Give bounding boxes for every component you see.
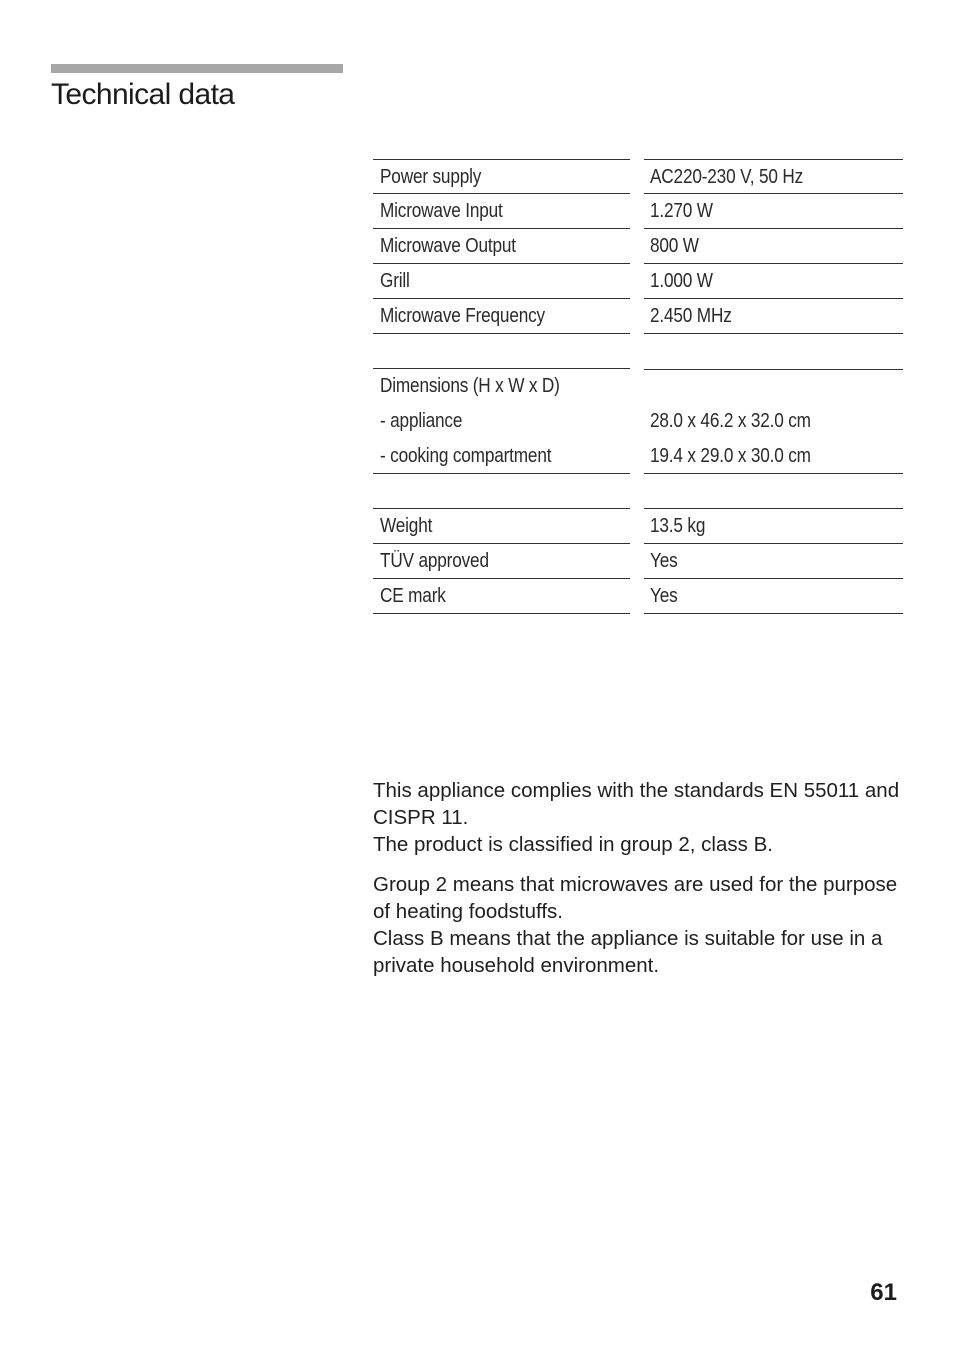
spec-label-cell	[373, 194, 630, 229]
spec-value-cell	[644, 544, 903, 579]
standards-notes	[373, 777, 903, 979]
spec-row-spacer	[373, 334, 903, 369]
spec-value-cell	[644, 369, 903, 404]
spec-label: Microwave Input	[380, 200, 503, 222]
spec-label-cell	[373, 229, 630, 264]
page-title: Technical data	[51, 78, 235, 111]
spec-value-cell	[644, 299, 903, 334]
spec-label-cell	[373, 439, 630, 474]
paragraph-gap	[373, 858, 903, 871]
spec-value: 1.270 W	[650, 200, 713, 222]
spec-label: - cooking compartment	[380, 445, 552, 467]
spec-row-dimensions	[373, 369, 903, 404]
spec-value-cell	[644, 474, 903, 509]
spec-row-appliance	[373, 404, 903, 439]
spec-value: 1.000 W	[650, 270, 713, 292]
spec-value-cell	[644, 264, 903, 299]
spec-row-microwave-frequency	[373, 299, 903, 334]
spec-value-cell	[644, 159, 903, 194]
spec-row-grill	[373, 264, 903, 299]
spec-value-cell	[644, 439, 903, 474]
spec-value: AC220-230 V, 50 Hz	[650, 166, 804, 188]
spec-label-cell	[373, 299, 630, 334]
spec-label: Microwave Output	[380, 235, 516, 257]
spec-table	[373, 159, 903, 614]
spec-row-spacer	[373, 474, 903, 509]
spec-label-cell	[373, 579, 630, 614]
spec-value-cell	[644, 334, 903, 369]
spec-value-cell	[644, 579, 903, 614]
spec-value: 13.5 kg	[650, 515, 706, 537]
classification-paragraph: The product is classified in group 2, class B.	[373, 833, 773, 856]
spec-row-weight	[373, 509, 903, 544]
spec-value: 19.4 x 29.0 x 30.0 cm	[650, 445, 811, 467]
spec-row-cooking-compartment	[373, 439, 903, 474]
spec-label-cell	[373, 544, 630, 579]
spec-value-cell	[644, 229, 903, 264]
spec-label: TÜV approved	[380, 550, 489, 572]
spec-label: CE mark	[380, 585, 446, 607]
spec-row-power-supply	[373, 159, 903, 194]
spec-value: 2.450 MHz	[650, 305, 732, 327]
spec-label-cell	[373, 334, 630, 369]
spec-label: Dimensions (H x W x D)	[380, 375, 560, 397]
standards-paragraph: This appliance complies with the standards EN 55011 and CISPR 11.	[373, 779, 900, 829]
spec-value: 800 W	[650, 235, 699, 257]
spec-label-cell	[373, 509, 630, 544]
spec-value-cell	[644, 509, 903, 544]
spec-row-tuv-approved	[373, 544, 903, 579]
spec-label-cell	[373, 264, 630, 299]
spec-row-ce-mark	[373, 579, 903, 614]
spec-value: 28.0 x 46.2 x 32.0 cm	[650, 410, 811, 432]
spec-row-microwave-input	[373, 194, 903, 229]
spec-label-cell	[373, 159, 630, 194]
group-paragraph: Group 2 means that microwaves are used for the purpose of heating foodstuffs.	[373, 873, 898, 923]
spec-label: Weight	[380, 515, 433, 537]
spec-label: Power supply	[380, 166, 482, 188]
spec-label-cell	[373, 404, 630, 439]
spec-label-cell	[373, 369, 630, 404]
title-rule	[51, 64, 343, 73]
class-paragraph: Class B means that the appliance is suitable for use in a private household environment.	[373, 927, 883, 977]
spec-row-microwave-output	[373, 229, 903, 264]
spec-value: Yes	[650, 550, 678, 572]
page-number: 61	[870, 1279, 897, 1306]
spec-label: Microwave Frequency	[380, 305, 545, 327]
spec-value-cell	[644, 404, 903, 439]
spec-label-cell	[373, 474, 630, 509]
spec-label: Grill	[380, 270, 410, 292]
spec-label: - appliance	[380, 410, 463, 432]
spec-value: Yes	[650, 585, 678, 607]
spec-value-cell	[644, 194, 903, 229]
